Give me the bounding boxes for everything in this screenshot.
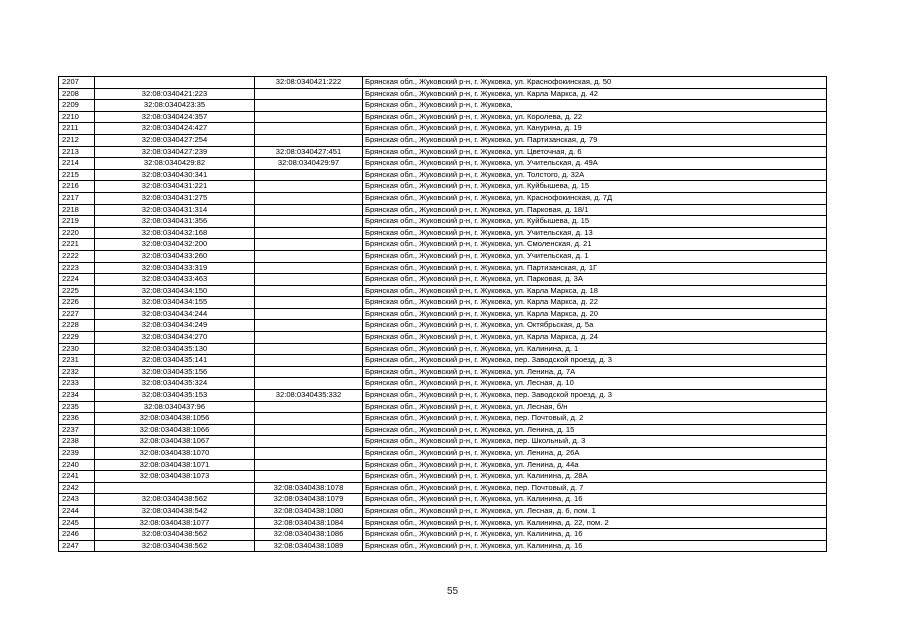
cadastral-number-cell: 32:08:0340434:150	[95, 285, 255, 297]
building-number-cell	[255, 88, 363, 100]
row-number-cell: 2244	[59, 505, 95, 517]
building-number-cell	[255, 123, 363, 135]
building-number-cell	[255, 343, 363, 355]
cadastral-number-cell: 32:08:0340434:244	[95, 308, 255, 320]
address-cell: Брянская обл., Жуковский р-н, г. Жуковка, ул. Лесная, б/н	[363, 401, 827, 413]
cadastral-number-cell: 32:08:0340430:341	[95, 169, 255, 181]
table-row	[59, 540, 827, 552]
table-row	[59, 378, 827, 390]
address-cell: Брянская обл., Жуковский р-н, г. Жуковка, ул. Карла Маркса, д. 18	[363, 285, 827, 297]
table-row	[59, 181, 827, 193]
building-number-cell	[255, 471, 363, 483]
table-row	[59, 100, 827, 112]
row-number-cell: 2240	[59, 459, 95, 471]
cadastral-number-cell: 32:08:0340433:463	[95, 274, 255, 286]
cadastral-number-cell: 32:08:0340438:562	[95, 494, 255, 506]
cadastral-number-cell: 32:08:0340435:141	[95, 355, 255, 367]
row-number-cell: 2212	[59, 134, 95, 146]
cadastral-number-cell: 32:08:0340432:168	[95, 227, 255, 239]
address-cell: Брянская обл., Жуковский р-н, г. Жуковка, ул. Учительская, д. 13	[363, 227, 827, 239]
building-number-cell: 32:08:0340421:222	[255, 77, 363, 89]
cadastral-number-cell	[95, 482, 255, 494]
land-register-table	[58, 76, 827, 552]
table-row	[59, 250, 827, 262]
building-number-cell	[255, 332, 363, 344]
building-number-cell	[255, 227, 363, 239]
address-cell: Брянская обл., Жуковский р-н, г. Жуковка, ул. Канурина, д. 19	[363, 123, 827, 135]
building-number-cell	[255, 134, 363, 146]
cadastral-number-cell: 32:08:0340431:356	[95, 216, 255, 228]
cadastral-number-cell: 32:08:0340438:1077	[95, 517, 255, 529]
address-cell: Брянская обл., Жуковский р-н, г. Жуковка, ул. Куйбышева, д. 15	[363, 181, 827, 193]
cadastral-number-cell: 32:08:0340438:562	[95, 540, 255, 552]
address-cell: Брянская обл., Жуковский р-н, г. Жуковка, пер. Школьный, д. 3	[363, 436, 827, 448]
address-cell: Брянская обл., Жуковский р-н, г. Жуковка, ул. Учительская, д. 49А	[363, 158, 827, 170]
address-cell: Брянская обл., Жуковский р-н, г. Жуковка, пер. Почтовый, д. 2	[363, 413, 827, 425]
row-number-cell: 2236	[59, 413, 95, 425]
cadastral-number-cell: 32:08:0340435:153	[95, 390, 255, 402]
table-row	[59, 239, 827, 251]
row-number-cell: 2233	[59, 378, 95, 390]
table-row	[59, 332, 827, 344]
table-row	[59, 366, 827, 378]
building-number-cell: 32:08:0340438:1089	[255, 540, 363, 552]
building-number-cell	[255, 424, 363, 436]
address-cell: Брянская обл., Жуковский р-н, г. Жуковка, ул. Парковая, д. 18/1	[363, 204, 827, 216]
address-cell: Брянская обл., Жуковский р-н, г. Жуковка, ул. Смоленская, д. 21	[363, 239, 827, 251]
address-cell: Брянская обл., Жуковский р-н, г. Жуковка, ул. Королева, д. 22	[363, 111, 827, 123]
page-number: 55	[446, 586, 459, 597]
cadastral-number-cell: 32:08:0340435:156	[95, 366, 255, 378]
address-cell: Брянская обл., Жуковский р-н, г. Жуковка, ул. Ленина, д. 26А	[363, 448, 827, 460]
table-row	[59, 320, 827, 332]
building-number-cell: 32:08:0340438:1080	[255, 505, 363, 517]
cadastral-number-cell: 32:08:0340427:239	[95, 146, 255, 158]
address-cell: Брянская обл., Жуковский р-н, г. Жуковка, ул. Калинина, д. 16	[363, 494, 827, 506]
table-row	[59, 227, 827, 239]
table-row	[59, 459, 827, 471]
building-number-cell: 32:08:0340438:1084	[255, 517, 363, 529]
building-number-cell	[255, 181, 363, 193]
table-row	[59, 308, 827, 320]
cadastral-number-cell: 32:08:0340432:200	[95, 239, 255, 251]
cadastral-number-cell	[95, 77, 255, 89]
cadastral-number-cell: 32:08:0340434:270	[95, 332, 255, 344]
cadastral-number-cell: 32:08:0340434:249	[95, 320, 255, 332]
row-number-cell: 2245	[59, 517, 95, 529]
address-cell: Брянская обл., Жуковский р-н, г. Жуковка, ул. Партизанская, д. 79	[363, 134, 827, 146]
cadastral-number-cell: 32:08:0340438:1066	[95, 424, 255, 436]
cadastral-number-cell: 32:08:0340438:1056	[95, 413, 255, 425]
row-number-cell: 2219	[59, 216, 95, 228]
row-number-cell: 2242	[59, 482, 95, 494]
row-number-cell: 2215	[59, 169, 95, 181]
table-row	[59, 204, 827, 216]
table-row	[59, 111, 827, 123]
building-number-cell: 32:08:0340438:1086	[255, 529, 363, 541]
row-number-cell: 2237	[59, 424, 95, 436]
table-row	[59, 158, 827, 170]
row-number-cell: 2227	[59, 308, 95, 320]
row-number-cell: 2214	[59, 158, 95, 170]
cadastral-number-cell: 32:08:0340431:314	[95, 204, 255, 216]
cadastral-number-cell: 32:08:0340438:1067	[95, 436, 255, 448]
cadastral-number-cell: 32:08:0340438:1071	[95, 459, 255, 471]
table-row	[59, 482, 827, 494]
building-number-cell: 32:08:0340429:97	[255, 158, 363, 170]
building-number-cell	[255, 297, 363, 309]
address-cell: Брянская обл., Жуковский р-н, г. Жуковка, ул. Калинина, д. 22, пом. 2	[363, 517, 827, 529]
table-row	[59, 134, 827, 146]
row-number-cell: 2230	[59, 343, 95, 355]
table-row	[59, 355, 827, 367]
row-number-cell: 2223	[59, 262, 95, 274]
address-cell: Брянская обл., Жуковский р-н, г. Жуковка, пер. Заводской проезд, д. 3	[363, 355, 827, 367]
cadastral-number-cell: 32:08:0340437:96	[95, 401, 255, 413]
building-number-cell	[255, 285, 363, 297]
row-number-cell: 2224	[59, 274, 95, 286]
table-row	[59, 274, 827, 286]
row-number-cell: 2210	[59, 111, 95, 123]
building-number-cell	[255, 239, 363, 251]
address-cell: Брянская обл., Жуковский р-н, г. Жуковка, ул. Октябрьская, д. 5а	[363, 320, 827, 332]
row-number-cell: 2231	[59, 355, 95, 367]
cadastral-number-cell: 32:08:0340423:35	[95, 100, 255, 112]
address-cell: Брянская обл., Жуковский р-н, г. Жуковка, ул. Ленина, д. 44а	[363, 459, 827, 471]
building-number-cell: 32:08:0340438:1078	[255, 482, 363, 494]
table-row	[59, 297, 827, 309]
table-row	[59, 390, 827, 402]
cadastral-number-cell: 32:08:0340431:221	[95, 181, 255, 193]
address-cell: Брянская обл., Жуковский р-н, г. Жуковка, ул. Лесная, д. 6, пом. 1	[363, 505, 827, 517]
cadastral-number-cell: 32:08:0340421:223	[95, 88, 255, 100]
building-number-cell	[255, 169, 363, 181]
address-cell: Брянская обл., Жуковский р-н, г. Жуковка,	[363, 100, 827, 112]
building-number-cell	[255, 401, 363, 413]
row-number-cell: 2243	[59, 494, 95, 506]
table-row	[59, 343, 827, 355]
cadastral-number-cell: 32:08:0340424:427	[95, 123, 255, 135]
address-cell: Брянская обл., Жуковский р-н, г. Жуковка, ул. Калинина, д. 28А	[363, 471, 827, 483]
building-number-cell	[255, 459, 363, 471]
row-number-cell: 2229	[59, 332, 95, 344]
address-cell: Брянская обл., Жуковский р-н, г. Жуковка, ул. Учительская, д. 1	[363, 250, 827, 262]
table-row	[59, 146, 827, 158]
address-cell: Брянская обл., Жуковский р-н, г. Жуковка, ул. Калинина, д. 16	[363, 540, 827, 552]
table-row	[59, 517, 827, 529]
cadastral-number-cell: 32:08:0340438:1070	[95, 448, 255, 460]
table-row	[59, 413, 827, 425]
building-number-cell	[255, 355, 363, 367]
cadastral-number-cell: 32:08:0340424:357	[95, 111, 255, 123]
table-row	[59, 77, 827, 89]
address-cell: Брянская обл., Жуковский р-н, г. Жуковка, ул. Лесная, д. 10	[363, 378, 827, 390]
row-number-cell: 2241	[59, 471, 95, 483]
cadastral-number-cell: 32:08:0340429:82	[95, 158, 255, 170]
row-number-cell: 2213	[59, 146, 95, 158]
address-cell: Брянская обл., Жуковский р-н, г. Жуковка, ул. Калинина, д. 16	[363, 529, 827, 541]
address-cell: Брянская обл., Жуковский р-н, г. Жуковка, ул. Цветочная, д. 6	[363, 146, 827, 158]
row-number-cell: 2218	[59, 204, 95, 216]
table-row	[59, 494, 827, 506]
building-number-cell: 32:08:0340427:451	[255, 146, 363, 158]
address-cell: Брянская обл., Жуковский р-н, г. Жуковка, ул. Карла Маркса, д. 22	[363, 297, 827, 309]
building-number-cell	[255, 436, 363, 448]
table-row	[59, 216, 827, 228]
building-number-cell	[255, 204, 363, 216]
row-number-cell: 2207	[59, 77, 95, 89]
row-number-cell: 2211	[59, 123, 95, 135]
row-number-cell: 2216	[59, 181, 95, 193]
building-number-cell	[255, 262, 363, 274]
cadastral-number-cell: 32:08:0340431:275	[95, 192, 255, 204]
row-number-cell: 2222	[59, 250, 95, 262]
row-number-cell: 2234	[59, 390, 95, 402]
row-number-cell: 2228	[59, 320, 95, 332]
address-cell: Брянская обл., Жуковский р-н, г. Жуковка, ул. Партизанская, д. 1Г	[363, 262, 827, 274]
row-number-cell: 2239	[59, 448, 95, 460]
row-number-cell: 2208	[59, 88, 95, 100]
building-number-cell	[255, 448, 363, 460]
building-number-cell	[255, 308, 363, 320]
row-number-cell: 2235	[59, 401, 95, 413]
cadastral-number-cell: 32:08:0340435:324	[95, 378, 255, 390]
address-cell: Брянская обл., Жуковский р-н, г. Жуковка, ул. Куйбышева, д. 15	[363, 216, 827, 228]
address-cell: Брянская обл., Жуковский р-н, г. Жуковка, ул. Карла Маркса, д. 20	[363, 308, 827, 320]
cadastral-number-cell: 32:08:0340433:319	[95, 262, 255, 274]
table-row	[59, 192, 827, 204]
cadastral-number-cell: 32:08:0340427:254	[95, 134, 255, 146]
building-number-cell	[255, 250, 363, 262]
row-number-cell: 2220	[59, 227, 95, 239]
cadastral-number-cell: 32:08:0340434:155	[95, 297, 255, 309]
address-cell: Брянская обл., Жуковский р-н, г. Жуковка, ул. Ленина, д. 7А	[363, 366, 827, 378]
cadastral-number-cell: 32:08:0340435:130	[95, 343, 255, 355]
building-number-cell: 32:08:0340435:332	[255, 390, 363, 402]
cadastral-number-cell: 32:08:0340433:260	[95, 250, 255, 262]
address-cell: Брянская обл., Жуковский р-н, г. Жуковка, ул. Парковая, д. 3А	[363, 274, 827, 286]
building-number-cell	[255, 111, 363, 123]
row-number-cell: 2226	[59, 297, 95, 309]
table-row	[59, 424, 827, 436]
table-row	[59, 505, 827, 517]
building-number-cell	[255, 100, 363, 112]
row-number-cell: 2238	[59, 436, 95, 448]
building-number-cell	[255, 366, 363, 378]
building-number-cell	[255, 216, 363, 228]
address-cell: Брянская обл., Жуковский р-н, г. Жуковка, ул. Карла Маркса, д. 42	[363, 88, 827, 100]
row-number-cell: 2221	[59, 239, 95, 251]
row-number-cell: 2217	[59, 192, 95, 204]
row-number-cell: 2225	[59, 285, 95, 297]
row-number-cell: 2209	[59, 100, 95, 112]
cadastral-number-cell: 32:08:0340438:542	[95, 505, 255, 517]
table-row	[59, 285, 827, 297]
address-cell: Брянская обл., Жуковский р-н, г. Жуковка, ул. Краснофокинская, д. 50	[363, 77, 827, 89]
row-number-cell: 2246	[59, 529, 95, 541]
cadastral-number-cell: 32:08:0340438:1073	[95, 471, 255, 483]
table-row	[59, 448, 827, 460]
address-cell: Брянская обл., Жуковский р-н, г. Жуковка, ул. Карла Маркса, д. 24	[363, 332, 827, 344]
table-row	[59, 169, 827, 181]
table-row	[59, 262, 827, 274]
building-number-cell	[255, 378, 363, 390]
table-row	[59, 471, 827, 483]
address-cell: Брянская обл., Жуковский р-н, г. Жуковка, ул. Калинина, д. 1	[363, 343, 827, 355]
table-row	[59, 88, 827, 100]
building-number-cell	[255, 413, 363, 425]
table-row	[59, 436, 827, 448]
address-cell: Брянская обл., Жуковский р-н, г. Жуковка, ул. Краснофокинская, д. 7Д	[363, 192, 827, 204]
building-number-cell	[255, 274, 363, 286]
address-cell: Брянская обл., Жуковский р-н, г. Жуковка, пер. Заводской проезд, д. 3	[363, 390, 827, 402]
table-row	[59, 123, 827, 135]
row-number-cell: 2232	[59, 366, 95, 378]
address-cell: Брянская обл., Жуковский р-н, г. Жуковка, ул. Толстого, д. 32А	[363, 169, 827, 181]
address-cell: Брянская обл., Жуковский р-н, г. Жуковка, пер. Почтовый, д. 7	[363, 482, 827, 494]
building-number-cell	[255, 192, 363, 204]
table-row	[59, 401, 827, 413]
table-row	[59, 529, 827, 541]
building-number-cell	[255, 320, 363, 332]
building-number-cell: 32:08:0340438:1079	[255, 494, 363, 506]
cadastral-number-cell: 32:08:0340438:562	[95, 529, 255, 541]
address-cell: Брянская обл., Жуковский р-н, г. Жуковка, ул. Ленина, д. 15	[363, 424, 827, 436]
row-number-cell: 2247	[59, 540, 95, 552]
table-body	[59, 77, 827, 552]
